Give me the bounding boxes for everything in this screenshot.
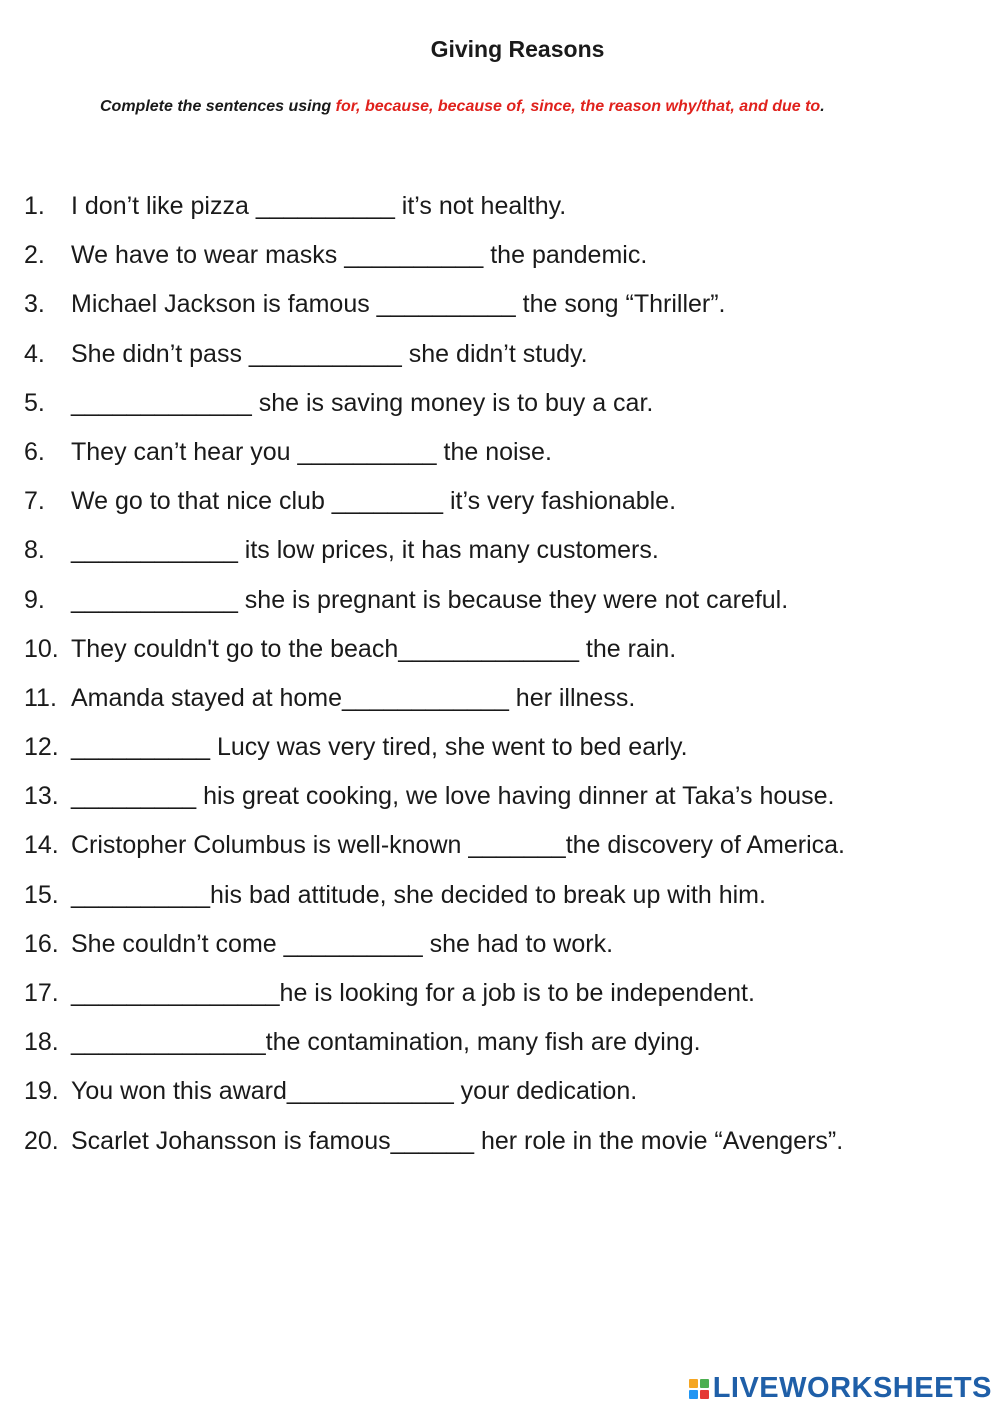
logo-square <box>689 1390 698 1399</box>
item-sentence: Scarlet Johansson is famous______ her role in the movie “Avengers”. <box>71 1126 844 1155</box>
item-sentence: __________ Lucy was very tired, she went to bed early. <box>71 733 688 762</box>
exercise-item <box>24 676 994 725</box>
exercise-item <box>24 627 994 676</box>
instructions-options: for, because, because of, since, the reason why/that, and due to <box>335 98 821 115</box>
exercise-item <box>24 823 994 872</box>
exercise-item <box>24 774 994 823</box>
item-sentence: We have to wear masks __________ the pandemic. <box>71 241 648 270</box>
exercise-item <box>24 725 994 774</box>
item-number: 14. <box>24 831 59 860</box>
exercise-item <box>24 922 994 971</box>
logo-square <box>689 1379 698 1388</box>
item-number: 2. <box>24 241 45 270</box>
item-number: 20. <box>24 1126 59 1155</box>
item-sentence: She couldn’t come __________ she had to work. <box>71 929 614 958</box>
item-sentence: _____________ she is saving money is to buy a car. <box>71 388 654 417</box>
exercise-item <box>24 873 994 922</box>
item-number: 3. <box>24 290 45 319</box>
item-number: 16. <box>24 929 59 958</box>
exercise-item <box>24 578 994 627</box>
item-number: 1. <box>24 192 45 220</box>
page-title: Giving Reasons <box>430 36 605 62</box>
item-sentence: We go to that nice club ________ it’s very fashionable. <box>71 487 677 516</box>
instructions-end: . <box>820 98 825 115</box>
item-sentence: They can’t hear you __________ the noise. <box>71 437 552 466</box>
exercise-item <box>24 430 994 479</box>
item-number: 6. <box>24 437 45 466</box>
instructions-lead: Complete the sentences using <box>100 98 336 115</box>
item-number: 18. <box>24 1028 59 1057</box>
exercise-list <box>24 184 994 1168</box>
brand-wordmark: LIVEWORKSHEETS <box>712 1372 992 1404</box>
item-sentence: Amanda stayed at home____________ her illness. <box>71 683 636 712</box>
exercise-item <box>24 1020 994 1069</box>
item-sentence: ____________ its low prices, it has many customers. <box>71 536 659 565</box>
item-sentence: _________ his great cooking, we love having dinner at Taka’s house. <box>71 782 835 811</box>
exercise-item <box>24 1069 994 1118</box>
item-number: 8. <box>24 536 45 565</box>
item-number: 9. <box>24 585 45 614</box>
item-sentence: ______________the contamination, many fish are dying. <box>71 1028 701 1057</box>
instructions <box>100 98 825 116</box>
item-number: 5. <box>24 388 45 417</box>
item-number: 10. <box>24 634 59 663</box>
exercise-item <box>24 233 994 282</box>
item-sentence: _______________he is looking for a job is to be independent. <box>71 979 755 1007</box>
exercise-item <box>24 332 994 381</box>
logo-square <box>700 1379 709 1388</box>
item-number: 13. <box>24 782 59 811</box>
brand-footer[interactable] <box>689 1372 992 1405</box>
exercise-item <box>24 971 994 1020</box>
item-number: 7. <box>24 487 45 516</box>
item-number: 17. <box>24 979 59 1007</box>
exercise-item <box>24 479 994 528</box>
item-sentence: __________his bad attitude, she decided to break up with him. <box>71 880 766 909</box>
item-sentence: She didn’t pass ___________ she didn’t study. <box>71 339 588 368</box>
item-number: 15. <box>24 880 59 909</box>
item-sentence: I don’t like pizza __________ it’s not healthy. <box>71 192 567 220</box>
exercise-item <box>24 381 994 430</box>
item-sentence: ____________ she is pregnant is because they were not careful. <box>71 585 789 614</box>
item-sentence: Cristopher Columbus is well-known _______the discovery of America. <box>71 831 845 860</box>
item-number: 19. <box>24 1077 59 1106</box>
item-sentence: Michael Jackson is famous __________ the song “Thriller”. <box>71 290 726 319</box>
exercise-item <box>24 1119 994 1168</box>
item-number: 4. <box>24 339 45 368</box>
item-number: 12. <box>24 733 59 762</box>
logo-square <box>700 1390 709 1399</box>
item-sentence: They couldn't go to the beach_____________ the rain. <box>71 634 677 663</box>
exercise-item <box>24 528 994 577</box>
exercise-item <box>24 184 994 233</box>
liveworksheets-logo-icon <box>689 1379 709 1399</box>
exercise-item <box>24 282 994 331</box>
item-number: 11. <box>24 683 57 712</box>
item-sentence: You won this award____________ your dedication. <box>71 1077 638 1106</box>
